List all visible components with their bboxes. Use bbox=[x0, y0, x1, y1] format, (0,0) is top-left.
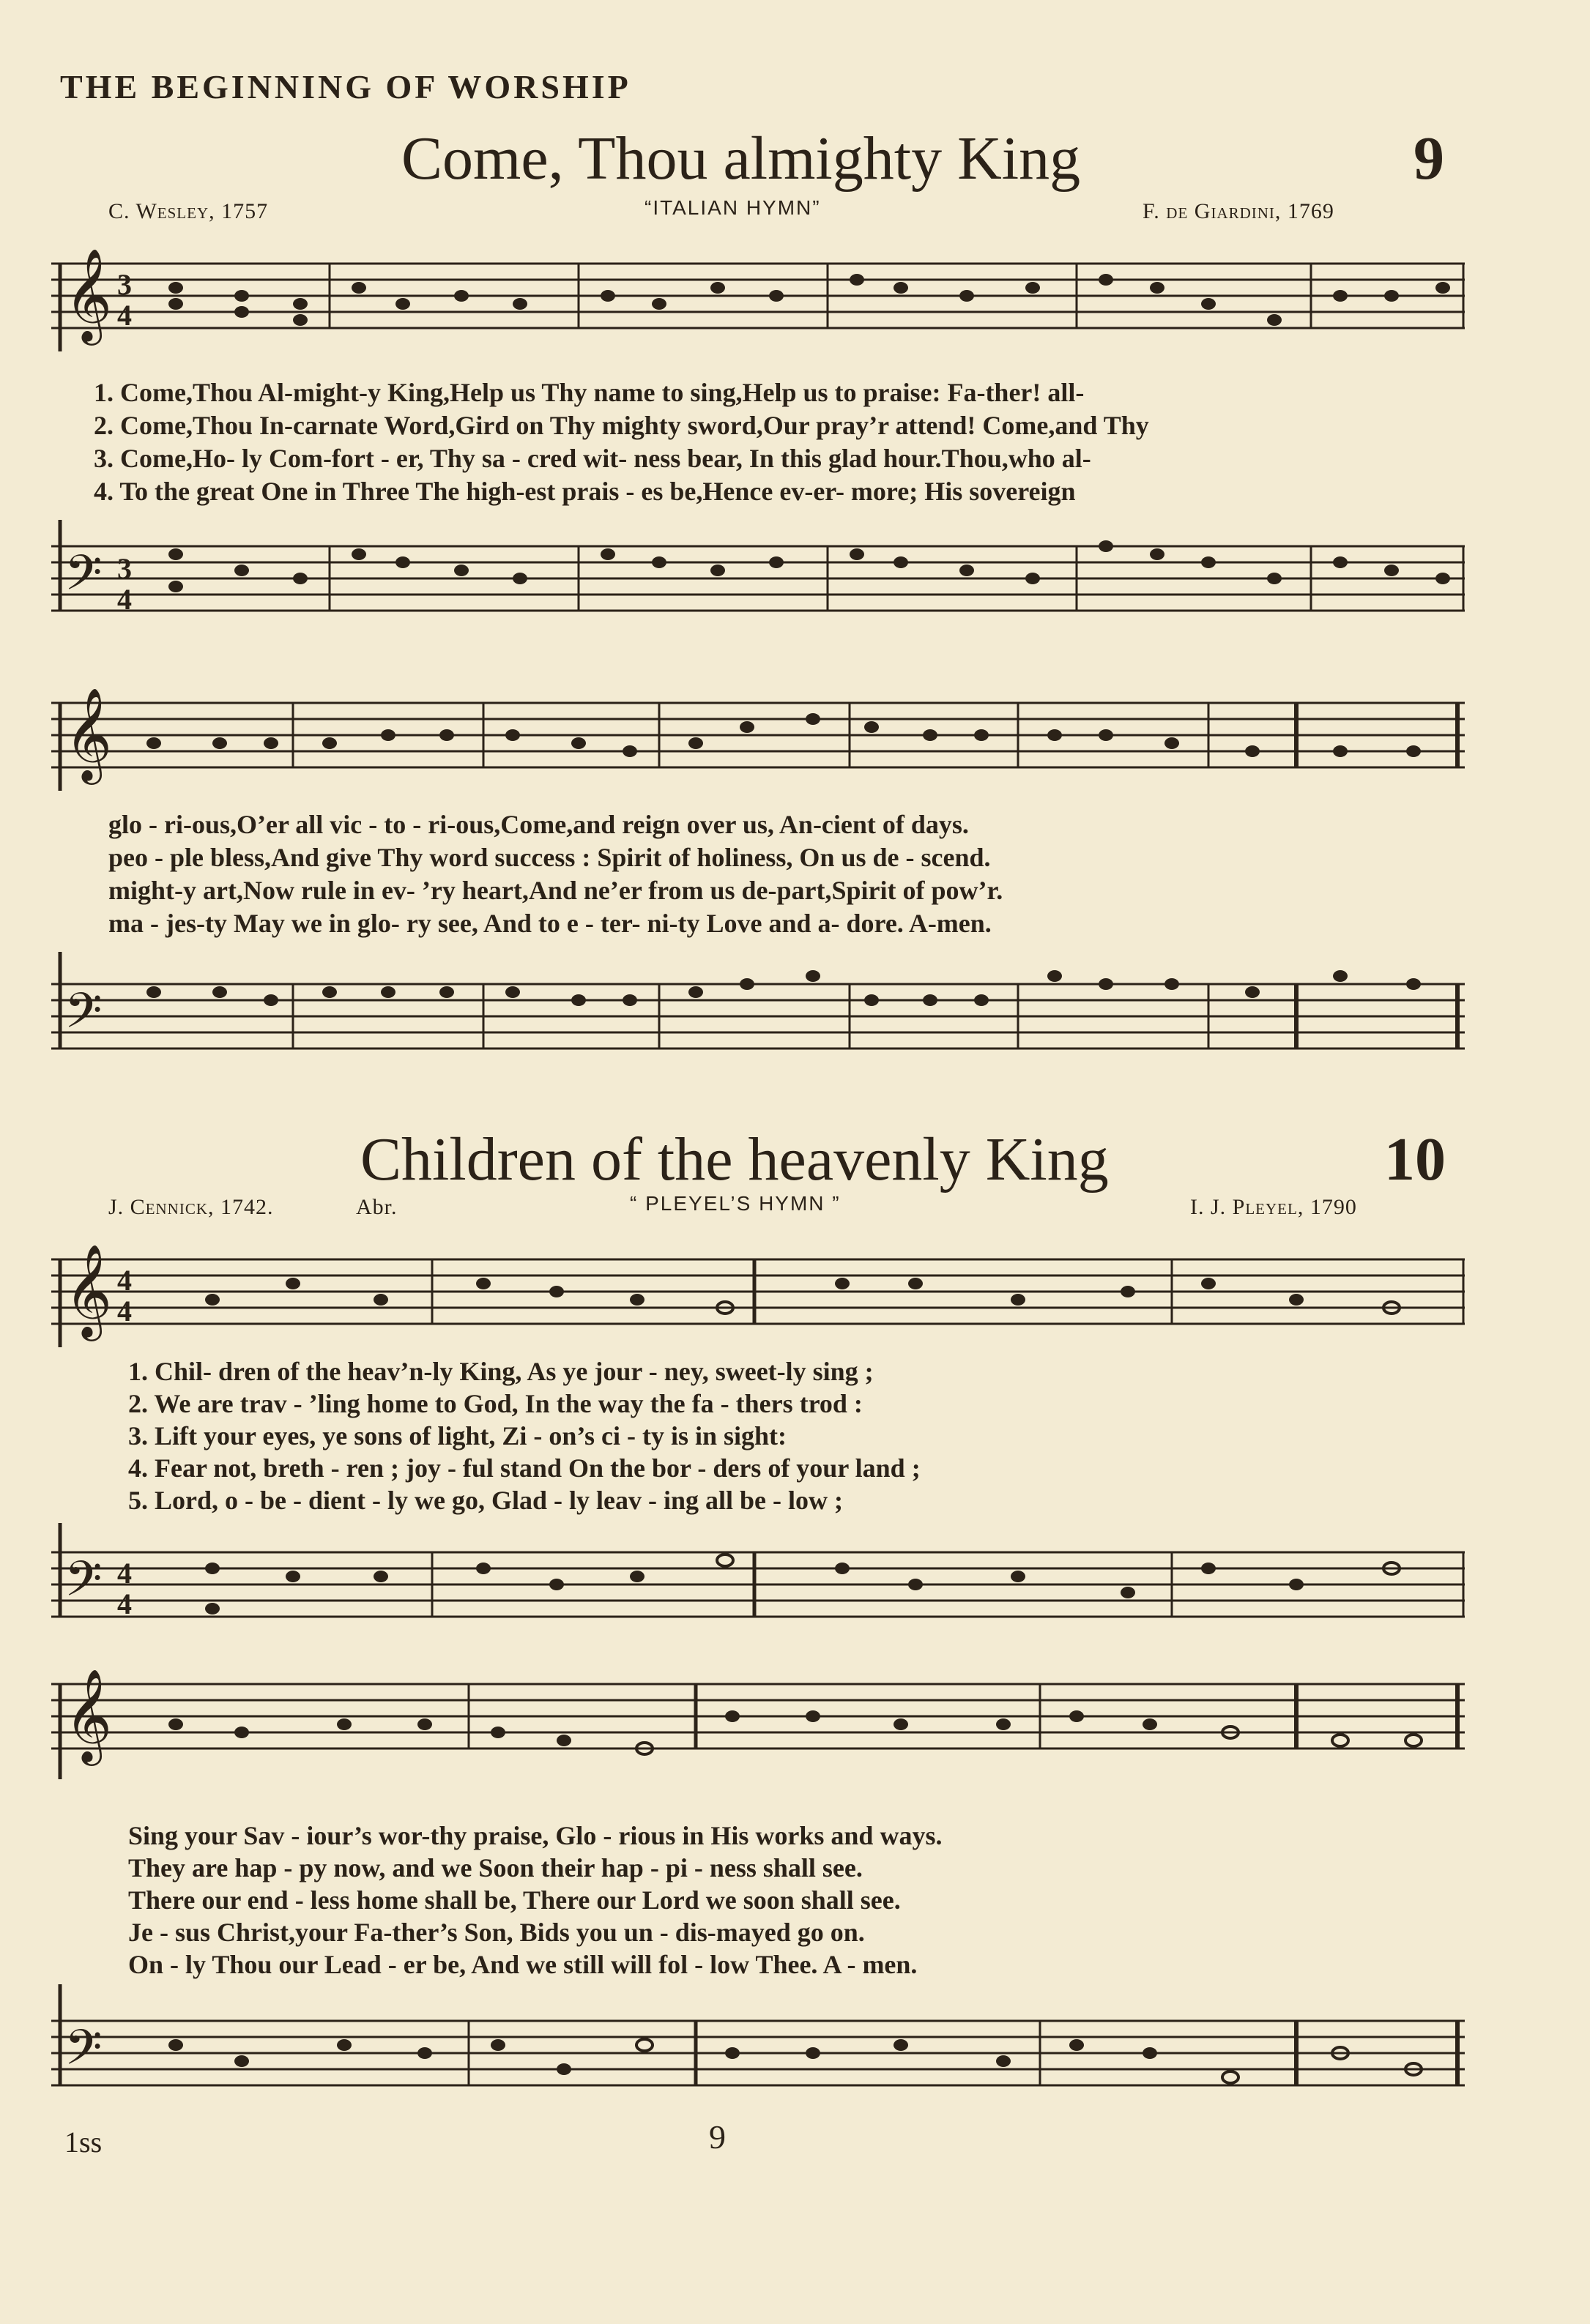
hymn-10-verse-3b: There our end - less home shall be, There our Lord we soon shall see. bbox=[128, 1885, 901, 1915]
hymn-10-author: J. Cennick, 1742. bbox=[108, 1195, 274, 1219]
svg-text:𝄢: 𝄢 bbox=[64, 1551, 103, 1619]
svg-text:𝄞: 𝄞 bbox=[64, 687, 113, 781]
svg-text:𝄢: 𝄢 bbox=[64, 2019, 103, 2087]
hymn-10-bass-staff-1 bbox=[51, 1523, 1465, 1647]
page-number: 9 bbox=[709, 2118, 726, 2156]
hymn-10-verse-2a: 2. We are trav - ’ling home to God, In the way the fa - thers trod : bbox=[128, 1389, 863, 1418]
svg-text:4: 4 bbox=[117, 1295, 132, 1327]
hymn-10-verse-2b: They are hap - py now, and we Soon their hap - pi - ness shall see. bbox=[128, 1853, 863, 1882]
svg-text:4: 4 bbox=[117, 1587, 132, 1620]
svg-text:𝄢: 𝄢 bbox=[64, 983, 103, 1051]
hymn-9-treble-staff-1 bbox=[51, 249, 1465, 373]
hymn-9-verse-4b: ma - jes-ty May we in glo- ry see, And to e - ter- ni-ty Love and a- dore. A-men. bbox=[108, 909, 992, 938]
hymn-9-bass-staff-1 bbox=[51, 520, 1465, 644]
svg-text:4: 4 bbox=[117, 1557, 132, 1590]
hymn-10-bass-staff-2 bbox=[51, 1984, 1465, 2116]
hymn-9-tune: “ITALIAN HYMN” bbox=[644, 196, 821, 219]
hymn-10-composer: I. J. Pleyel, 1790 bbox=[1190, 1195, 1357, 1219]
svg-text:𝄞: 𝄞 bbox=[64, 1243, 113, 1337]
svg-text:𝄢: 𝄢 bbox=[64, 545, 103, 613]
hymn-10-treble-staff-1 bbox=[51, 1230, 1465, 1355]
hymn-10-verse-3a: 3. Lift your eyes, ye sons of light, Zi - on’s ci - ty is in sight: bbox=[128, 1421, 787, 1450]
svg-text:4: 4 bbox=[117, 583, 132, 616]
svg-text:3: 3 bbox=[117, 268, 132, 301]
hymn-9-title: Come, Thou almighty King bbox=[401, 124, 1081, 193]
hymn-9-bass-staff-2 bbox=[51, 952, 1465, 1091]
hymn-10-verse-1b: Sing your Sav - iour’s wor-thy praise, Glo - rious in His works and ways. bbox=[128, 1821, 943, 1850]
hymn-9-verse-2a: 2. Come,Thou In-carnate Word,Gird on Thy mighty sword,Our pray’r attend! Come,and Thy bbox=[94, 411, 1149, 440]
hymn-10-verse-4b: Je - sus Christ,your Fa-ther’s Son, Bids you un - dis-mayed go on. bbox=[128, 1918, 865, 1947]
svg-text:3: 3 bbox=[117, 552, 132, 585]
hymn-10-verse-5a: 5. Lord, o - be - dient - ly we go, Glad - ly leav - ing all be - low ; bbox=[128, 1486, 843, 1515]
svg-text:4: 4 bbox=[117, 1264, 132, 1297]
footer-code: 1ss bbox=[64, 2126, 103, 2159]
hymn-10-treble-staff-2 bbox=[51, 1655, 1465, 1801]
hymn-9-verse-3a: 3. Come,Ho- ly Com-fort - er, Thy sa - cred wit- ness bear, In this glad hour.Thou,who al- bbox=[94, 444, 1091, 473]
hymn-9-verse-1b: glo - ri-ous,O’er all vic - to - ri-ous,Come,and reign over us, An-cient of days. bbox=[108, 810, 969, 839]
hymn-9-verse-4a: 4. To the great One in Three The high-est prais - es be,Hence ev-er- more; His sovereign bbox=[94, 477, 1076, 506]
svg-text:𝄞: 𝄞 bbox=[64, 1668, 113, 1762]
hymn-10-number: 10 bbox=[1384, 1125, 1446, 1193]
section-header: THE BEGINNING OF WORSHIP bbox=[60, 68, 631, 105]
hymn-10-title: Children of the heavenly King bbox=[360, 1125, 1109, 1193]
hymn-10-verse-1a: 1. Chil- dren of the heav’n-ly King, As ye jour - ney, sweet-ly sing ; bbox=[128, 1357, 874, 1386]
svg-text:𝄞: 𝄞 bbox=[64, 249, 113, 341]
hymn-10-abbr: Abr. bbox=[356, 1195, 398, 1219]
hymn-9-author: C. Wesley, 1757 bbox=[108, 199, 269, 223]
hymn-9-composer: F. de Giardini, 1769 bbox=[1143, 199, 1334, 223]
hymn-10-verse-5b: On - ly Thou our Lead - er be, And we still will fol - low Thee. A - men. bbox=[128, 1950, 918, 1979]
hymn-9-treble-staff-2 bbox=[51, 674, 1465, 798]
hymn-10-verse-4a: 4. Fear not, breth - ren ; joy - ful stand On the bor - ders of your land ; bbox=[128, 1453, 921, 1483]
hymn-9-number: 9 bbox=[1413, 124, 1444, 193]
hymn-9-verse-3b: might-y art,Now rule in ev- ’ry heart,And ne’er from us de-part,Spirit of pow’r. bbox=[108, 876, 1003, 905]
hymn-9-verse-1a: 1. Come,Thou Al-might-y King,Help us Thy name to sing,Help us to praise: Fa-ther! all- bbox=[94, 378, 1085, 407]
hymn-10-tune: “ PLEYEL’S HYMN ” bbox=[630, 1192, 841, 1215]
svg-text:4: 4 bbox=[117, 299, 132, 332]
hymn-9-verse-2b: peo - ple bless,And give Thy word success : Spirit of holiness, On us de - scend. bbox=[108, 843, 991, 872]
